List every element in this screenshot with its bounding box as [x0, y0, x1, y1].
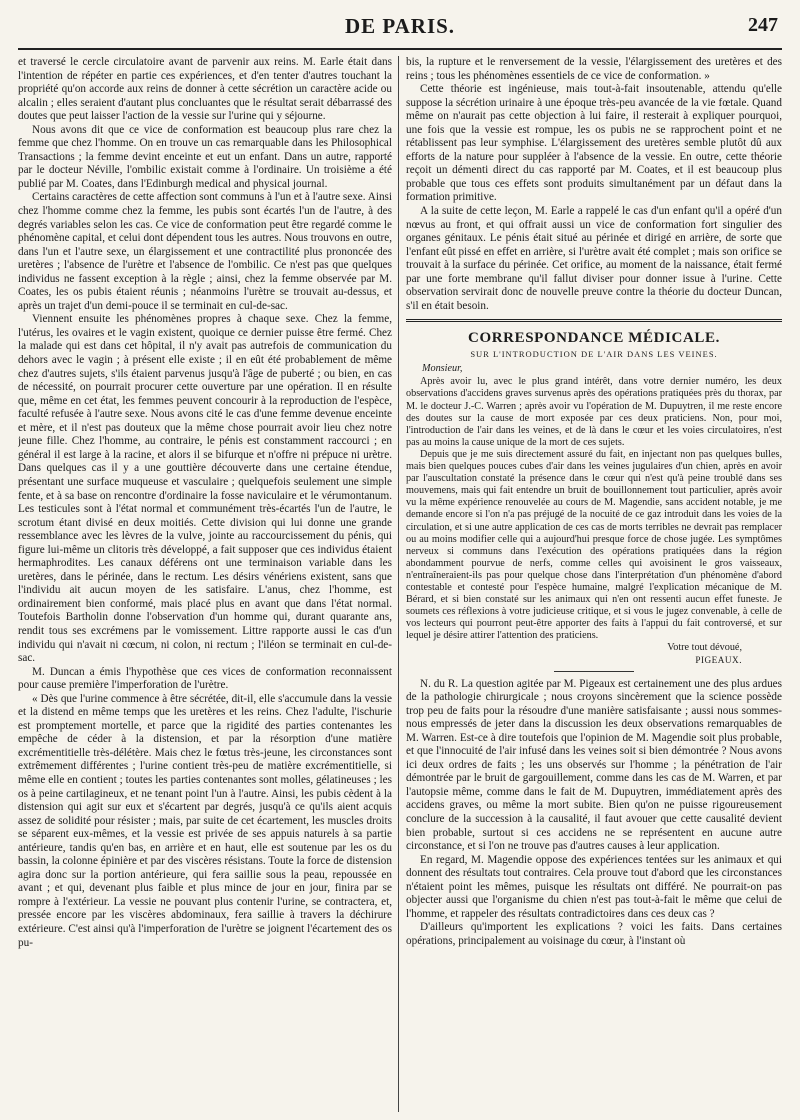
editor-note-paragraph-2: En regard, M. Magendie oppose des expériences tentées sur les animaux et qui donnent des résultats tout contraires. Cela prouve tout d'abord que les circonstances n'étaient point les mêmes, puisque les résultats ont différé. Ne pourrait-on pas objecter aussi que l'organisme du chien n'est pas tout-à-fait le même que celui de l'homme, et rappeler des résultats contradictoires dans ces deux cas ?	[406, 853, 782, 920]
right-paragraph-2: Cette théorie est ingénieuse, mais tout-à-fait insoutenable, attendu qu'elle suppose la sécrétion urinaire à une époque très-peu avancée de la vie fœtale. Quand même on n'aurait pas cette objection à lui faire, il resterait à expliquer pourquoi, une fois que la vessie est rompue, les os pubis ne se rapprochent point et ne rétablissent pas leur symphise. L'élargissement des uretères semble plutôt dû aux efforts de la nature pour suppléer à l'absence de la vessie. En outre, cette théorie reçoit un démenti direct du cas rapporté par M. Coates, et il est beaucoup plus probable que tous ces effets sont produits simultanément par un défaut dans la formation primitive.	[406, 83, 782, 204]
left-paragraph-5: M. Duncan a émis l'hypothèse que ces vices de conformation reconnaissent pour cause première l'imperforation de l'urètre.	[18, 665, 392, 692]
short-divider	[554, 671, 634, 672]
page-header	[18, 8, 782, 50]
letter-paragraph-2: Depuis que je me suis directement assuré du fait, en injectant non pas quelques bulles, mais bien quelques pouces cubes d'air dans les veines jugulaires d'un chien, après en avoir par l'auscultation constaté la présence dans le cœur qui n'est qu'à peine troublé dans ses mouvemens, mais qui fait entendre un bruit de bouillonnement tout particulier, après avoir vu la même expérience renouvelée au cours de M. Magendie, sans accident notable, je me demande encore si l'on n'a pas préjugé de la nocuité de ce gaz introduit dans les voies de la circulation, et si une autre application de ces cas de morts terribles ne devrait pas remplacer ou au moins modifier celle qui a aujourd'hui presque force de chose jugée. Les symptômes nerveux si communs dans l'exécution des opérations pratiquées dans la région abondamment pourvue de nerfs, comme celles qui avoisinent le gros vaisseaux, n'entraîneraient-ils pas pour quelque chose dans l'interprétation d'un phénomène d'abord contestable et contesté pour l'espèce humaine, malgré l'explication mécanique de M. Bérard, et si bien constaté sur les animaux qui n'en ont ressenti aucun effet funeste. Je soumets ces réflexions à votre judicieuse critique, et si vous le jugez convenable, à celle de vos lecteurs qui pourront peut-être apporter des faits à l'appui du fait controversé, et sur lequel je désire attirer l'attention des praticiens.	[406, 448, 782, 642]
editor-note-paragraph-1: N. du R. La question agitée par M. Pigeaux est certainement une des plus ardues de la pathologie chirurgicale ; nous croyons sincèrement que la science possède trop peu de faits pour la résoudre d'une manière satisfaisante ; aussi nous sommes-nous empressés de jeter dans la discussion les deux observations remarquables de M. Warren. Est-ce à dire toutefois que l'opinion de M. Magendie soit plus probable, et que l'innocuité de l'air infusé dans les veines soit si bien démontrée ? Nous avons ici deux ordres de faits ; les uns observés sur l'homme ; la pénétration de l'air démontrée par le bruit de gargouillement, comme dans les cas de M. Warren, et par l'autopsie même, comme dans le fait de M. Dupuytren, immédiatement après des accidens graves, ou même la mort subite. Bien qu'on ne puisse rigoureusement conclure de la succession à la causalité, il faut avouer que cette causalité devient bien probable, surtout si ces accidens ne se représentent en aucune autre circonstance, et si l'on ne trouve pas d'autres causes à leur application.	[406, 677, 782, 853]
left-paragraph-3: Certains caractères de cette affection sont communs à l'un et à l'autre sexe. Ainsi chez l'homme comme chez la femme, les pubis sont écartés l'un de l'autre, à des degrés variables selon les cas. Ce vice de conformation peut être regardé comme le phénomène capital, et celui dont dépendent tous les autres. Nous trouvons en outre, dans l'un et l'autre sexe, un élargissement et une contractilité plus prononcée des uretères ; l'absence de l'urètre et l'absence de l'ombilic. Ce n'est pas que quelques individus ne fassent exception à la règle ; ainsi, chez la femme observée par M. Coates, les os pubis étaient réunis ; néanmoins l'urètre se trouvait au-dessus, et après un trajet d'un demi-pouce il se terminait en cul-de-sac.	[18, 191, 392, 312]
letter	[406, 363, 782, 664]
left-column	[18, 56, 392, 1112]
running-title: DE PARIS.	[344, 14, 456, 38]
left-paragraph-2: Nous avons dit que ce vice de conformation est beaucoup plus rare chez la femme que chez l'homme. On en trouve un cas remarquable dans les Philosophical Transactions ; la femme devint enceinte et eut un enfant. Dans un autre, rapporté par le docteur Néville, l'ombilic existait comme à l'ordinaire. Un troisième a été publié par M. Coates, dans l'Edinburgh medical and physical journal.	[18, 123, 392, 190]
right-column	[406, 56, 782, 1112]
left-paragraph-1: et traversé le cercle circulatoire avant de parvenir aux reins. M. Earle était dans l'intention de répéter en partie ces expériences, et d'en tenter d'autres touchant la propriété qu'on accorde aux reins de donner à cette sécrétion un caractère acide ou alcalin ; elles seraient d'autant plus concluantes que le résultat serait débarrassé des doutes que peut laisser l'action de la vessie sur l'urine qui y séjourne.	[18, 56, 392, 123]
letter-salutation: Monsieur,	[422, 363, 463, 375]
text-columns	[18, 56, 782, 1112]
letter-paragraph-1: Après avoir lu, avec le plus grand intérêt, dans votre dernier numéro, les deux observations d'accidens graves survenus après des opérations pratiquées près du thorax, par M. le docteur J.-C. Warren ; après avoir vu l'opération de M. Dupuytren, il me reste encore des doutes sur la cause de mort exposée par ces deux praticiens. Non, pour moi, l'introduction de l'air dans les veines, et de là dans le cœur et les voies circulatoires, n'est pas au moins la cause unique de la mort de ces sujets.	[406, 376, 782, 448]
page-number: 247	[748, 14, 778, 36]
editor-note-paragraph-3: D'ailleurs qu'importent les explications ? voici les faits. Dans certaines opérations, principalement au voisinage du cœur, à l'instant où	[406, 921, 782, 947]
section-subtitle: SUR L'INTRODUCTION DE L'AIR DANS LES VEINES.	[470, 349, 718, 360]
right-paragraph-1: bis, la rupture et le renversement de la vessie, l'élargissement des uretères et des reins ; tous les phénomènes essentiels de ce vice de conformation. »	[406, 56, 782, 82]
right-paragraph-3: A la suite de cette leçon, M. Earle a rappelé le cas d'un enfant qu'il a opéré d'un nœvus au front, et qui offrait aussi un vice de conformation fort singulier des organes génitaux. Le pénis était situé au périnée et dirigé en arrière, de sorte que l'enfant eût pissé en effet en arrière, si l'urètre avait été complet ; mais son orifice se trouvait à la surface du périnée. Cet orifice, au moment de la naissance, était fermé par une forte membrane qu'il fallut diviser pour donner issue à l'urine. Cette observation servirait donc de nouvelle preuve contre la théorie du docteur Duncan, s'il en était besoin.	[406, 205, 782, 312]
section-divider	[406, 319, 782, 322]
left-paragraph-6: « Dès que l'urine commence à être sécrétée, dit-il, elle s'accumule dans la vessie et la distend en même temps que les uretères et les reins. Chez l'adulte, l'ischurie est promptement mortelle, et parce que la rigidité des parties contenantes les empêche de céder à la distension, et par la résorption d'une matière excrémentitielle très-délétère. Mais chez le fœtus très-jeune, les circonstances sont extrêmement différentes ; l'urine contient très-peu de matière excrémentitielle, si même elle en contient ; toutes les parties contenantes sont molles, gélatineuses ; les os à peine cartilagineux, et ne tenant point l'un à l'autre. Ainsi, les pubis cèdent à la distension qui agit sur eux et s'écartent par degrés, jusqu'à ce qu'ils aient acquis assez de solidité pour résister ; mais, par suite de cet écartement, les muscles droits se séparent eux-mêmes, et la vessie est privée de ses appuis naturels à sa partie antérieure, tandis qu'en bas, en arrière et en haut, elle est soutenue par les os du bassin, la colonne épinière et par des viscères résistans. Toute la force de distension agira donc sur la portion antérieure, qui fera saillie sous la peau, repoussée en avant ; et qui, devenant plus faible et plus mince de jour en jour, finira par se rompre à l'extérieur. La vessie ne pouvant plus contenir l'urine, se contractera, et, pressée encore par les viscères abdominaux, fera saillie à travers la déchirure extérieure. C'est ainsi qu'à l'imperforation de l'urètre se joignent l'écartement des os pu-	[18, 692, 392, 949]
left-paragraph-4: Viennent ensuite les phénomènes propres à chaque sexe. Chez la femme, l'utérus, les ovaires et le vagin existent, quoique ce dernier puisse être fermé. Chez la malade qui est dans cet hôpital, il n'y avait pas autrefois de communication du dehors avec le vagin ; à présent elle existe ; il en eût été probablement de même chez d'autres sujets, s'ils étaient parvenus jusqu'à l'âge de puberté ; ou bien, en cas de nécessité, on pourrait procurer cette ouverture par une opération. Il en résulte que, même en cet état, les femmes peuvent concourir à la reproduction de l'espèce, faculté refusée à l'autre sexe. Nous avons cité le cas d'une femme devenue enceinte et mère, et il n'est pas douteux que la même chose pourrait avoir lieu chez notre jeune fille. Chez l'homme, au contraire, le pénis est constamment raccourci ; en général il est large à la racine, et alors il se bifurque et n'offre ni prépuce ni urètre. Dans quelques cas il y a une gouttière découverte dans une certaine étendue, présentant une surface muqueuse et vasculaire ; quelquefois seulement une simple fente, et à sa base on rencontre d'ordinaire la fosse naviculaire et le vérumontanum. Les testicules sont à l'état normal et communément très-écartés l'un de l'autre, le scrotum étant divisé en deux moitiés. Cette division qui lui donne une grande ressemblance avec les lèvres de la vulve, jointe au raccourcissement du pénis, qui figure lui-même un clitoris très développé, a fait supposer que ces individus étaient hermaphrodites. Les canaux déférens ont une terminaison variable dans les uretères, dans le périnée, dans le rectum. Les désirs vénériens existent, sans que l'individu ait aucun moyen de les satisfaire. L'anus, chez l'homme, est ordinairement bien conformé, mais placé plus en avant que dans l'état normal. Toutefois Bartholin donne l'observation d'un homme qui, durant quarante ans, rendit tous ses excrémens par le vomissement. Littre rapporte aussi le cas d'un individu qui n'avait ni cœcum, ni colon, ni rectum ; l'iléon se terminait en cul-de-sac.	[18, 313, 392, 665]
section-title: CORRESPONDANCE MÉDICALE.	[468, 330, 720, 347]
newspaper-page	[18, 8, 782, 1112]
column-divider	[398, 56, 399, 1112]
letter-signoff: Votre tout dévoué,	[667, 642, 742, 654]
letter-signature: PIGEAUX.	[695, 654, 742, 665]
